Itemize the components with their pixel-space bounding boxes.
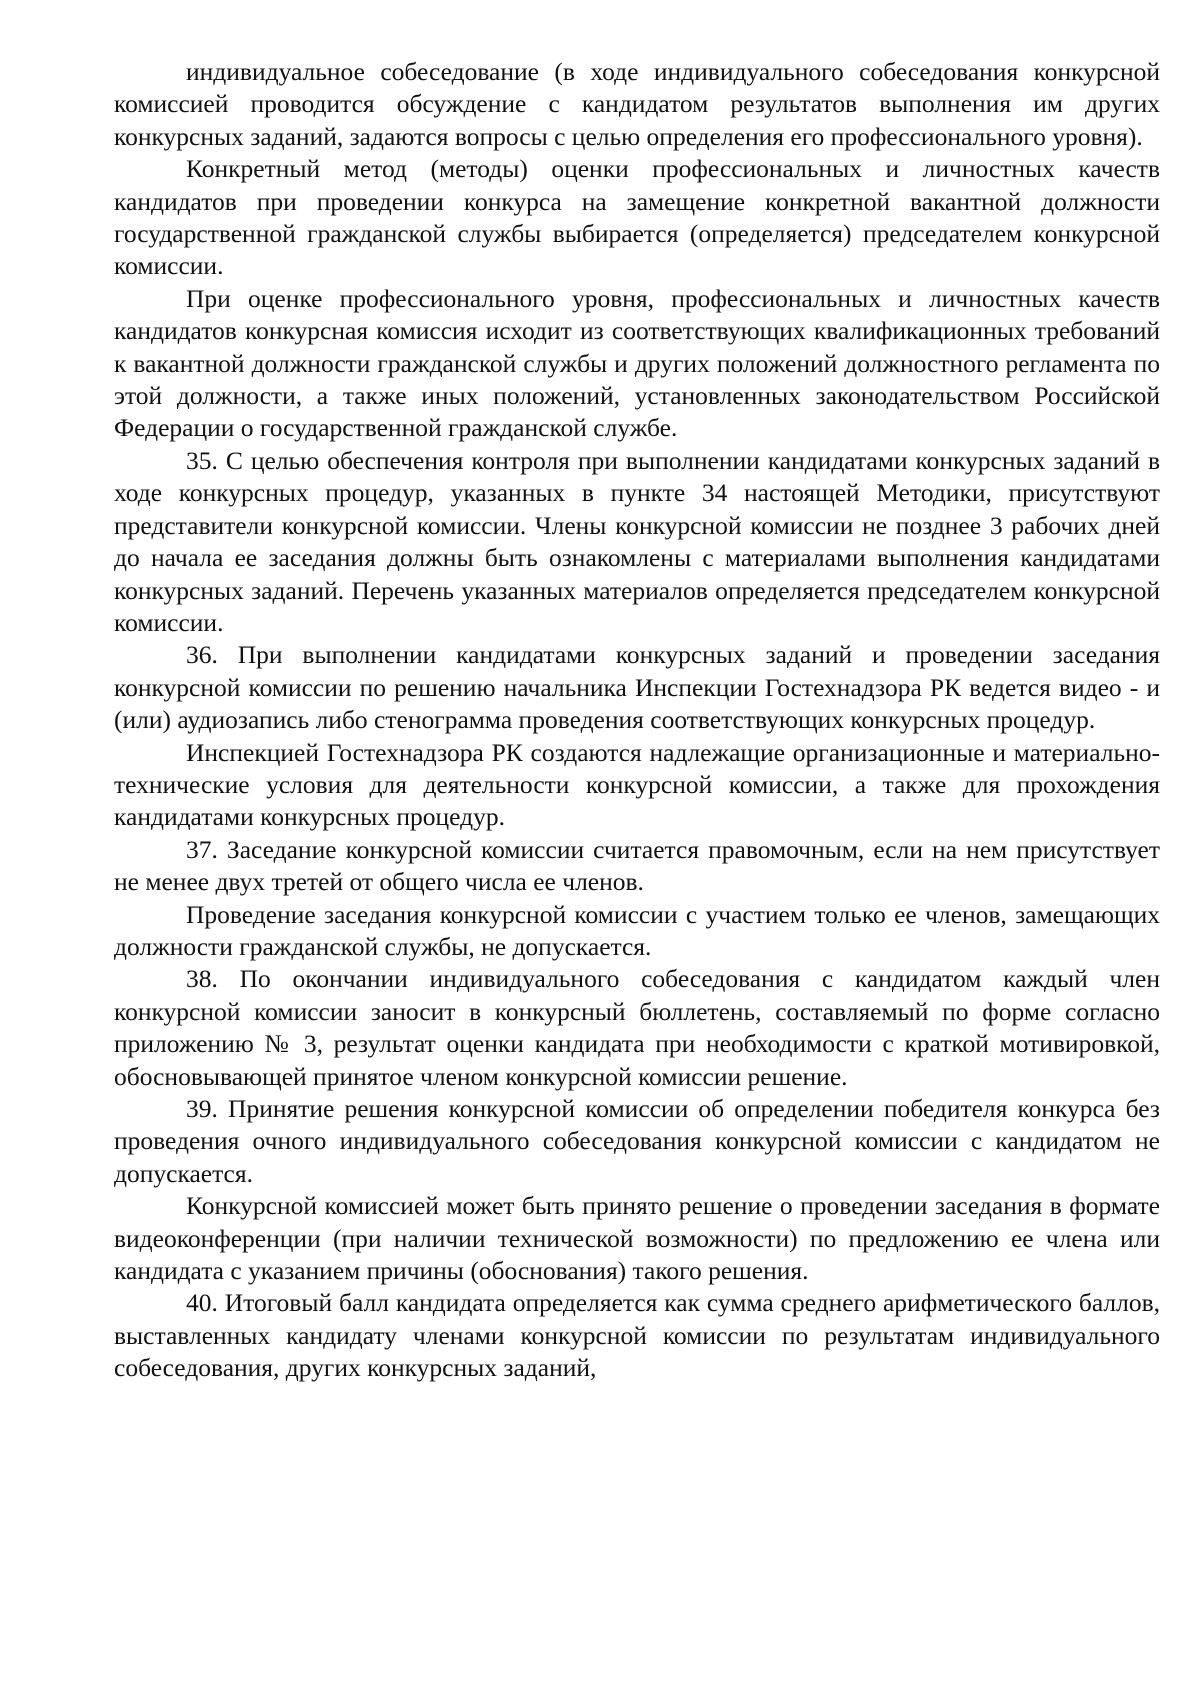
- paragraph-36: 36. При выполнении кандидатами конкурсных заданий и проведении заседания конкурсной комиссии по решению начальника Инспекции Гостехнадзора РК ведется видео - и (или) аудиозапись либо стенограмма проведения соответствующих конкурсных процедур.: [114, 640, 1160, 735]
- paragraph-37-2: Проведение заседания конкурсной комиссии с участием только ее членов, замещающих должности гражданской службы, не допускается.: [114, 899, 1160, 961]
- paragraph-40: 40. Итоговый балл кандидата определяется как сумма среднего арифметического баллов, выставленных кандидату членами конкурсной комиссии по результатам индивидуального собеседования, других конкурсных заданий,: [114, 1288, 1160, 1383]
- paragraph-38: 38. По окончании индивидуального собеседования с кандидатом каждый член конкурсной комиссии заносит в конкурсный бюллетень, составляемый по форме согласно приложению № 3, результат оценки кандидата при необходимости с краткой мотивировкой, обосновывающей принятое членом конкурсной комиссии решение.: [114, 964, 1160, 1091]
- paragraph-39-2: Конкурсной комиссией может быть принято решение о проведении заседания в формате видеоконференции (при наличии технической возможности) по предложению ее члена или кандидата с указанием причины (обоснования) такого решения.: [114, 1191, 1160, 1286]
- paragraph-3: При оценке профессионального уровня, профессиональных и личностных качеств кандидатов конкурсная комиссия исходит из соответствующих квалификационных требований к вакантной должности гражданской службы и других положений должностного регламента по этой должности, а также иных положений, установленных законодательством Российской Федерации о государственной гражданской службе.: [114, 283, 1160, 443]
- document-body: [114, 56, 1160, 1385]
- paragraph-36-2: Инспекцией Гостехнадзора РК создаются надлежащие организационные и материально-технические условия для деятельности конкурсной комиссии, а также для прохождения кандидатами конкурсных процедур.: [114, 737, 1160, 832]
- paragraph-35: 35. С целью обеспечения контроля при выполнении кандидатами конкурсных заданий в ходе конкурсных процедур, указанных в пункте 34 настоящей Методики, присутствуют представители конкурсной комиссии. Члены конкурсной комиссии не позднее 3 рабочих дней до начала ее заседания должны быть ознакомлены с материалами выполнения кандидатами конкурсных заданий. Перечень указанных материалов определяется председателем конкурсной комиссии.: [114, 445, 1160, 637]
- paragraph-2: Конкретный метод (методы) оценки профессиональных и личностных качеств кандидатов при проведении конкурса на замещение конкретной вакантной должности государственной гражданской службы выбирается (определяется) председателем конкурсной комиссии.: [114, 154, 1160, 281]
- paragraph-1: индивидуальное собеседование (в ходе индивидуального собеседования конкурсной комиссией проводится обсуждение с кандидатом результатов выполнения им других конкурсных заданий, задаются вопросы с целью определения его профессионального уровня).: [114, 57, 1160, 151]
- paragraph-39: 39. Принятие решения конкурсной комиссии об определении победителя конкурса без проведения очного индивидуального собеседования конкурсной комиссии с кандидатом не допускается.: [114, 1094, 1160, 1188]
- paragraph-37: 37. Заседание конкурсной комиссии считается правомочным, если на нем присутствует не менее двух третей от общего числа ее членов.: [114, 834, 1160, 897]
